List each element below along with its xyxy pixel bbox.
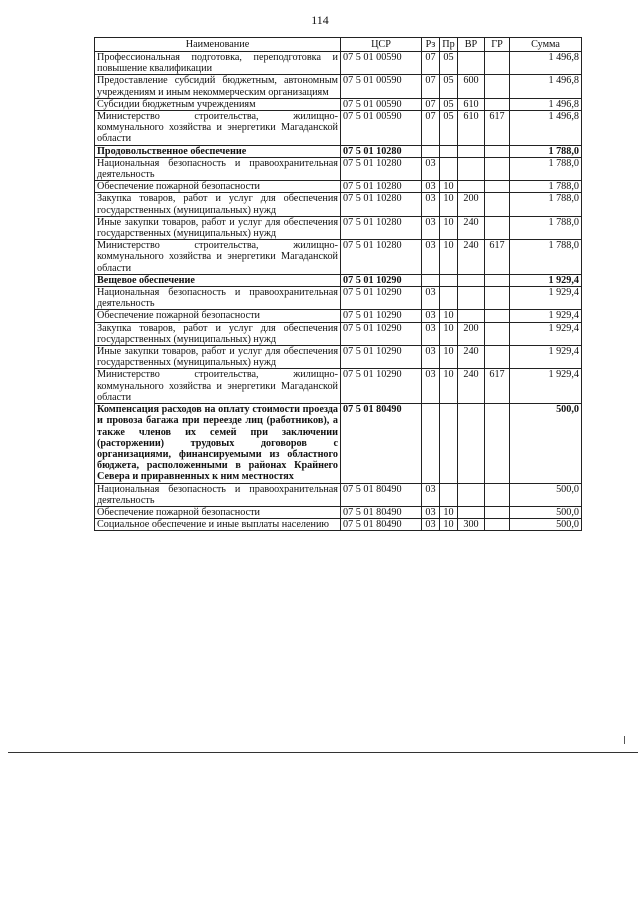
- table-row: [95, 346, 582, 369]
- column-header-rz: Рз: [422, 38, 440, 52]
- cell-vr: 200: [458, 322, 485, 345]
- table-row: [95, 274, 582, 286]
- cell-csr: 07 5 01 10290: [341, 322, 422, 345]
- cell-sum: 1 929,4: [510, 346, 582, 369]
- cell-name: Национальная безопасность и правоохранительная деятельность: [95, 287, 341, 310]
- cell-sum: 500,0: [510, 519, 582, 531]
- cell-gr: 617: [485, 240, 510, 275]
- column-header-name: Наименование: [95, 38, 341, 52]
- cell-name: Предоставление субсидий бюджетным, автономным учреждениям и иным некоммерческим организациям: [95, 75, 341, 98]
- cell-gr: [485, 483, 510, 506]
- cell-rz: 03: [422, 287, 440, 310]
- cell-csr: 07 5 01 10280: [341, 193, 422, 216]
- table-row: [95, 216, 582, 239]
- cell-name: Иные закупки товаров, работ и услуг для обеспечения государственных (муниципальных) нужд: [95, 346, 341, 369]
- cell-gr: 617: [485, 111, 510, 146]
- cell-rz: [422, 145, 440, 157]
- cell-rz: 07: [422, 75, 440, 98]
- cell-gr: [485, 75, 510, 98]
- cell-pr: 05: [440, 98, 458, 110]
- cell-pr: [440, 404, 458, 483]
- cell-name: Обеспечение пожарной безопасности: [95, 181, 341, 193]
- cell-csr: 07 5 01 10280: [341, 181, 422, 193]
- table-row: [95, 111, 582, 146]
- cell-gr: [485, 274, 510, 286]
- cell-gr: [485, 98, 510, 110]
- cell-vr: 300: [458, 519, 485, 531]
- cell-csr: 07 5 01 10290: [341, 274, 422, 286]
- cell-gr: [485, 404, 510, 483]
- cell-pr: 05: [440, 111, 458, 146]
- cell-vr: 610: [458, 111, 485, 146]
- cell-pr: 10: [440, 346, 458, 369]
- cell-sum: 500,0: [510, 404, 582, 483]
- cell-vr: 200: [458, 193, 485, 216]
- table-row: [95, 519, 582, 531]
- table-row: [95, 145, 582, 157]
- cell-sum: 1 929,4: [510, 310, 582, 322]
- column-header-sum: Сумма: [510, 38, 582, 52]
- cell-sum: 1 788,0: [510, 181, 582, 193]
- budget-table: [94, 37, 582, 531]
- cell-csr: 07 5 01 00590: [341, 98, 422, 110]
- cell-name: Социальное обеспечение и иные выплаты населению: [95, 519, 341, 531]
- column-header-csr: ЦСР: [341, 38, 422, 52]
- column-header-pr: Пр: [440, 38, 458, 52]
- cell-rz: 03: [422, 193, 440, 216]
- cell-rz: 03: [422, 310, 440, 322]
- cell-name: Профессиональная подготовка, переподготовка и повышение квалификации: [95, 52, 341, 75]
- cell-vr: [458, 274, 485, 286]
- cell-csr: 07 5 01 00590: [341, 75, 422, 98]
- cell-gr: [485, 322, 510, 345]
- cell-sum: 1 929,4: [510, 287, 582, 310]
- cell-pr: 10: [440, 181, 458, 193]
- cell-name: Продовольственное обеспечение: [95, 145, 341, 157]
- cell-vr: [458, 157, 485, 180]
- cell-vr: 610: [458, 98, 485, 110]
- cell-gr: [485, 506, 510, 518]
- cell-rz: 03: [422, 181, 440, 193]
- cell-sum: 1 496,8: [510, 75, 582, 98]
- cell-gr: [485, 519, 510, 531]
- table-row: [95, 287, 582, 310]
- cell-vr: [458, 145, 485, 157]
- cell-csr: 07 5 01 10290: [341, 346, 422, 369]
- cell-csr: 07 5 01 10280: [341, 216, 422, 239]
- table-header-row: [95, 38, 582, 52]
- cell-pr: 10: [440, 193, 458, 216]
- cell-csr: 07 5 01 10290: [341, 287, 422, 310]
- column-header-vr: ВР: [458, 38, 485, 52]
- cell-pr: [440, 145, 458, 157]
- cell-vr: 240: [458, 369, 485, 404]
- cell-vr: [458, 506, 485, 518]
- cell-sum: 1 929,4: [510, 369, 582, 404]
- cell-sum: 1 788,0: [510, 145, 582, 157]
- cell-sum: 1 788,0: [510, 240, 582, 275]
- cell-gr: [485, 145, 510, 157]
- cell-name: Национальная безопасность и правоохранительная деятельность: [95, 483, 341, 506]
- cell-gr: [485, 181, 510, 193]
- table-row: [95, 404, 582, 483]
- cell-rz: 03: [422, 369, 440, 404]
- cell-pr: [440, 274, 458, 286]
- cell-rz: 03: [422, 322, 440, 345]
- margin-mark: [624, 736, 625, 744]
- cell-rz: 03: [422, 506, 440, 518]
- cell-pr: [440, 157, 458, 180]
- cell-pr: 10: [440, 310, 458, 322]
- cell-name: Обеспечение пожарной безопасности: [95, 310, 341, 322]
- cell-name: Национальная безопасность и правоохранительная деятельность: [95, 157, 341, 180]
- cell-name: Компенсация расходов на оплату стоимости проезда и провоза багажа при переезде лиц (работников), а также членов их семей при заключении (расторжении) трудовых договоров с организациями, финансируемыми из областного бюджета, расположенными в районах Крайнего Севера и приравненных к ним местностях: [95, 404, 341, 483]
- cell-pr: 10: [440, 369, 458, 404]
- cell-gr: 617: [485, 369, 510, 404]
- cell-name: Иные закупки товаров, работ и услуг для обеспечения государственных (муниципальных) нужд: [95, 216, 341, 239]
- cell-rz: 03: [422, 519, 440, 531]
- cell-name: Министерство строительства, жилищно-коммунального хозяйства и энергетики Магаданской области: [95, 240, 341, 275]
- cell-rz: 03: [422, 157, 440, 180]
- cell-rz: 07: [422, 111, 440, 146]
- cell-vr: [458, 287, 485, 310]
- cell-vr: [458, 52, 485, 75]
- cell-csr: 07 5 01 80490: [341, 519, 422, 531]
- cell-csr: 07 5 01 10290: [341, 310, 422, 322]
- cell-vr: [458, 404, 485, 483]
- cell-rz: [422, 274, 440, 286]
- cell-vr: 240: [458, 346, 485, 369]
- cell-pr: 10: [440, 216, 458, 239]
- cell-pr: [440, 483, 458, 506]
- cell-sum: 1 496,8: [510, 98, 582, 110]
- cell-sum: 1 496,8: [510, 52, 582, 75]
- cell-name: Министерство строительства, жилищно-коммунального хозяйства и энергетики Магаданской области: [95, 369, 341, 404]
- cell-csr: 07 5 01 00590: [341, 111, 422, 146]
- cell-rz: 03: [422, 346, 440, 369]
- cell-sum: 1 788,0: [510, 216, 582, 239]
- table-row: [95, 322, 582, 345]
- cell-csr: 07 5 01 10280: [341, 145, 422, 157]
- table-row: [95, 181, 582, 193]
- cell-sum: 1 496,8: [510, 111, 582, 146]
- cell-vr: [458, 483, 485, 506]
- cell-pr: 05: [440, 75, 458, 98]
- cell-gr: [485, 52, 510, 75]
- table-row: [95, 75, 582, 98]
- table-row: [95, 157, 582, 180]
- table-row: [95, 240, 582, 275]
- cell-rz: 03: [422, 240, 440, 275]
- cell-rz: 03: [422, 483, 440, 506]
- cell-rz: 07: [422, 52, 440, 75]
- table-row: [95, 369, 582, 404]
- table-row: [95, 483, 582, 506]
- cell-pr: 10: [440, 506, 458, 518]
- cell-vr: 600: [458, 75, 485, 98]
- cell-csr: 07 5 01 80490: [341, 483, 422, 506]
- cell-vr: [458, 310, 485, 322]
- table-row: [95, 98, 582, 110]
- cell-name: Закупка товаров, работ и услуг для обеспечения государственных (муниципальных) нужд: [95, 322, 341, 345]
- cell-csr: 07 5 01 00590: [341, 52, 422, 75]
- cell-gr: [485, 157, 510, 180]
- cell-sum: 1 788,0: [510, 193, 582, 216]
- cell-gr: [485, 346, 510, 369]
- cell-name: Обеспечение пожарной безопасности: [95, 506, 341, 518]
- cell-sum: 1 788,0: [510, 157, 582, 180]
- cell-name: Вещевое обеспечение: [95, 274, 341, 286]
- table-row: [95, 310, 582, 322]
- cell-pr: 05: [440, 52, 458, 75]
- cell-csr: 07 5 01 10290: [341, 369, 422, 404]
- cell-rz: 07: [422, 98, 440, 110]
- cell-vr: 240: [458, 216, 485, 239]
- cell-sum: 500,0: [510, 506, 582, 518]
- cell-name: Закупка товаров, работ и услуг для обеспечения государственных (муниципальных) нужд: [95, 193, 341, 216]
- cell-sum: 1 929,4: [510, 322, 582, 345]
- cell-name: Министерство строительства, жилищно-коммунального хозяйства и энергетики Магаданской области: [95, 111, 341, 146]
- table-row: [95, 52, 582, 75]
- cell-gr: [485, 287, 510, 310]
- column-header-gr: ГР: [485, 38, 510, 52]
- page-number: 114: [311, 13, 329, 27]
- cell-csr: 07 5 01 10280: [341, 240, 422, 275]
- cell-csr: 07 5 01 80490: [341, 404, 422, 483]
- cell-vr: [458, 181, 485, 193]
- cell-pr: 10: [440, 240, 458, 275]
- cell-sum: 1 929,4: [510, 274, 582, 286]
- cell-pr: [440, 287, 458, 310]
- cell-csr: 07 5 01 10280: [341, 157, 422, 180]
- cell-gr: [485, 193, 510, 216]
- cell-rz: 03: [422, 216, 440, 239]
- page-bottom-rule: [8, 752, 638, 753]
- cell-gr: [485, 216, 510, 239]
- table-row: [95, 193, 582, 216]
- cell-pr: 10: [440, 519, 458, 531]
- cell-name: Субсидии бюджетным учреждениям: [95, 98, 341, 110]
- cell-vr: 240: [458, 240, 485, 275]
- table-body: [95, 52, 582, 531]
- cell-pr: 10: [440, 322, 458, 345]
- cell-rz: [422, 404, 440, 483]
- cell-csr: 07 5 01 80490: [341, 506, 422, 518]
- cell-gr: [485, 310, 510, 322]
- table-row: [95, 506, 582, 518]
- cell-sum: 500,0: [510, 483, 582, 506]
